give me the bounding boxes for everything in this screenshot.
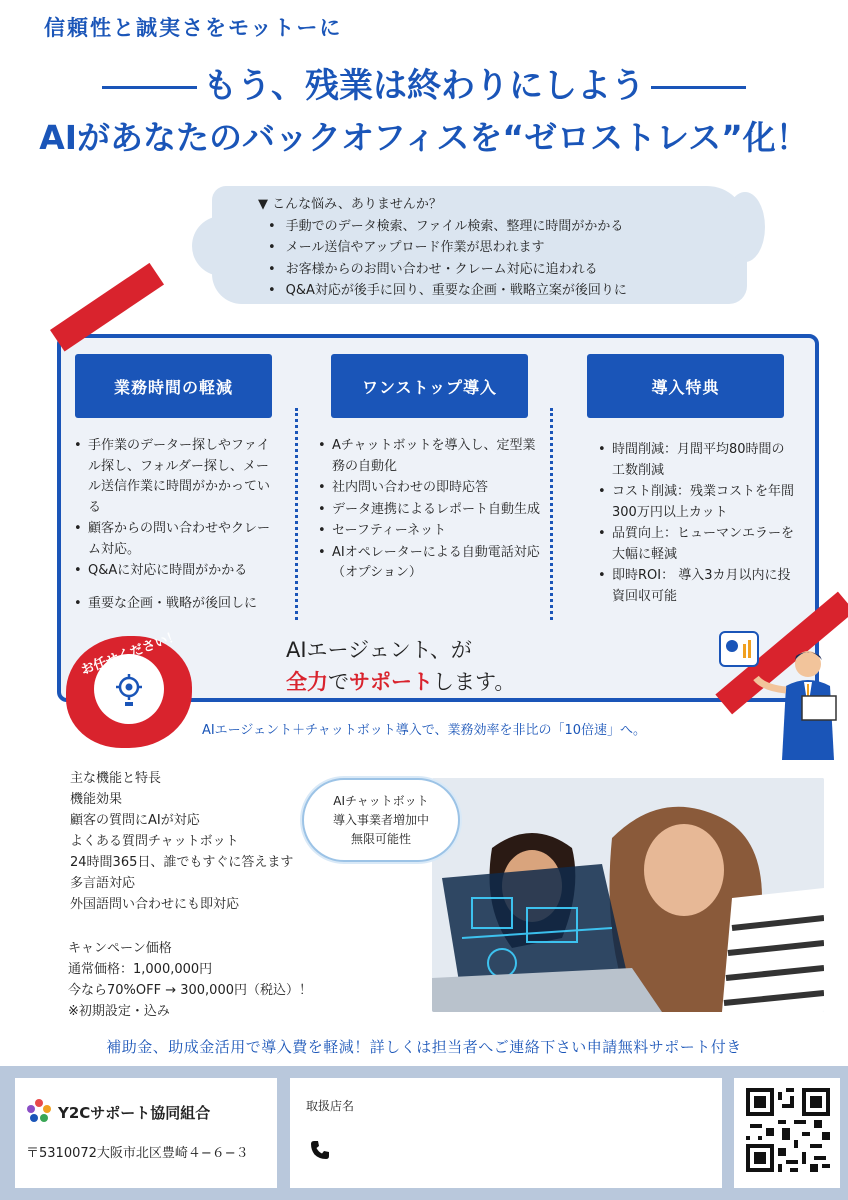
list-item: • データ連携によるレポート自動生成 — [316, 500, 540, 521]
team-photo — [432, 778, 824, 1012]
feature-line: 外国語問い合わせにも即対応 — [70, 897, 240, 912]
businessman-illustration — [716, 620, 846, 760]
column-head-onestop: ワンストップ導入 — [331, 354, 528, 418]
list-item: • コスト削減：残業コストを年間300万円以上カット — [596, 482, 796, 523]
column-head-benefit: 導入特典 — [587, 354, 784, 418]
feature-line: 主な機能と特長 — [70, 771, 162, 786]
concern-item: • Q&A対応が後手に回り、重要な企画・戦略立案が後回りに — [268, 280, 627, 302]
tagline: 信頼性と誠実さをモットーに — [44, 16, 343, 40]
agent-end: します。 — [433, 670, 516, 694]
summary-line: AIエージェント＋チャットボット導入で、業務効率を非比の「10倍速」へ。 — [201, 723, 647, 738]
agent-line2 — [286, 666, 515, 698]
headline-sub: AIがあなたのバックオフィスを“ゼロストレス”化！ — [39, 118, 809, 157]
feature-line: 多言語対応 — [70, 876, 136, 891]
campaign-line: 通常価格：1,000,000円 — [68, 962, 213, 977]
concerns-title: ▼ こんな悩み、ありませんか？ — [258, 197, 442, 212]
list-item: • AIオペレーターによる自動電話対応（オプション） — [316, 543, 540, 584]
concern-item: • 手動でのデータ検索、ファイル検索、整理に時間がかかる — [268, 216, 627, 238]
agent-strong1: 全力 — [286, 670, 328, 694]
agent-line1: AIエージェント、が — [286, 638, 472, 662]
campaign-line: 今なら70%OFF → 300,000円（税込）！ — [68, 983, 312, 998]
concern-item: • お客様からのお問い合わせ・クレーム対応に追われる — [268, 259, 627, 281]
column-list-benefit — [596, 440, 796, 608]
feature-line: 機能効果 — [70, 792, 123, 807]
list-item: • 即時ROI： 導入3カ月以内に投資回収可能 — [596, 566, 796, 607]
list-item: • Q&Aに対応に時間がかかる — [72, 561, 280, 582]
concerns-box — [258, 194, 627, 302]
features-list — [70, 768, 293, 915]
campaign-line: キャンペーン価格 — [68, 941, 172, 956]
qr-code[interactable] — [746, 1088, 830, 1172]
headline-main-text: もう、残業は終わりにしよう — [203, 66, 645, 106]
list-item: • 手作業のデーター探しやファイル探し、フォルダー探し、メール送信作業に時間がかかっている — [72, 436, 280, 518]
list-item: • 重要な企画・戦略が後回しに — [72, 594, 280, 615]
org-card — [15, 1078, 277, 1188]
feature-line: 顧客の質問にAIが対応 — [70, 813, 200, 828]
list-item: • Aチャットボットを導入し、定型業務の自動化 — [316, 436, 540, 477]
phone-icon — [310, 1140, 330, 1160]
cloud-text — [302, 792, 460, 849]
dealer-label: 取扱店名 — [306, 1099, 355, 1113]
chart-icon — [720, 632, 758, 666]
list-item: • 社内問い合わせの即時応答 — [316, 478, 540, 499]
feature-line: よくある質問チャットボット — [70, 834, 239, 849]
column-list-time — [72, 436, 280, 615]
org-address: 〒5310072大阪市北区豊崎４−６−３ — [26, 1146, 249, 1161]
feature-line: 24時間365日、誰でもすぐに答えます — [70, 855, 294, 870]
campaign-line: ※初期設定・込み — [68, 1004, 170, 1019]
cloud-line: 導入事業者増加中 — [332, 813, 429, 827]
list-item: • 顧客からの問い合わせやクレーム対応。 — [72, 519, 280, 560]
agent-message — [286, 634, 515, 698]
column-head-time: 業務時間の軽減 — [75, 354, 272, 418]
gear-bulb-icon — [94, 654, 164, 724]
headline-dash-left — [102, 86, 197, 89]
column-list-onestop — [316, 436, 540, 585]
concerns-list — [268, 216, 627, 302]
list-item: • 品質向上：ヒューマンエラーを大幅に軽減 — [596, 524, 796, 565]
agent-mid: で — [328, 670, 349, 694]
cloud-line: 無限可能性 — [350, 832, 411, 846]
headline-main — [0, 58, 848, 107]
concern-item: • メール送信やアップロード作業が思われます — [268, 237, 627, 259]
list-item: • 時間削減：月間平均80時間の工数削減 — [596, 440, 796, 481]
flower-logo-icon — [26, 1098, 52, 1124]
agent-strong2: サポート — [349, 670, 433, 694]
list-item: • セーフティーネット — [316, 521, 540, 542]
subsidy-notice: 補助金、助成金活用で導入費を軽減！詳しくは担当者へご連絡下さい申請無料サポート付き — [106, 1038, 742, 1056]
cloud-line: AIチャットボット — [333, 794, 429, 808]
campaign-block — [68, 938, 312, 1022]
dealer-card — [290, 1078, 722, 1188]
column-divider — [295, 408, 298, 620]
headline-dash-right — [651, 86, 746, 89]
org-name: Y2Cサポート協同組合 — [58, 1104, 211, 1122]
column-divider — [550, 408, 553, 620]
